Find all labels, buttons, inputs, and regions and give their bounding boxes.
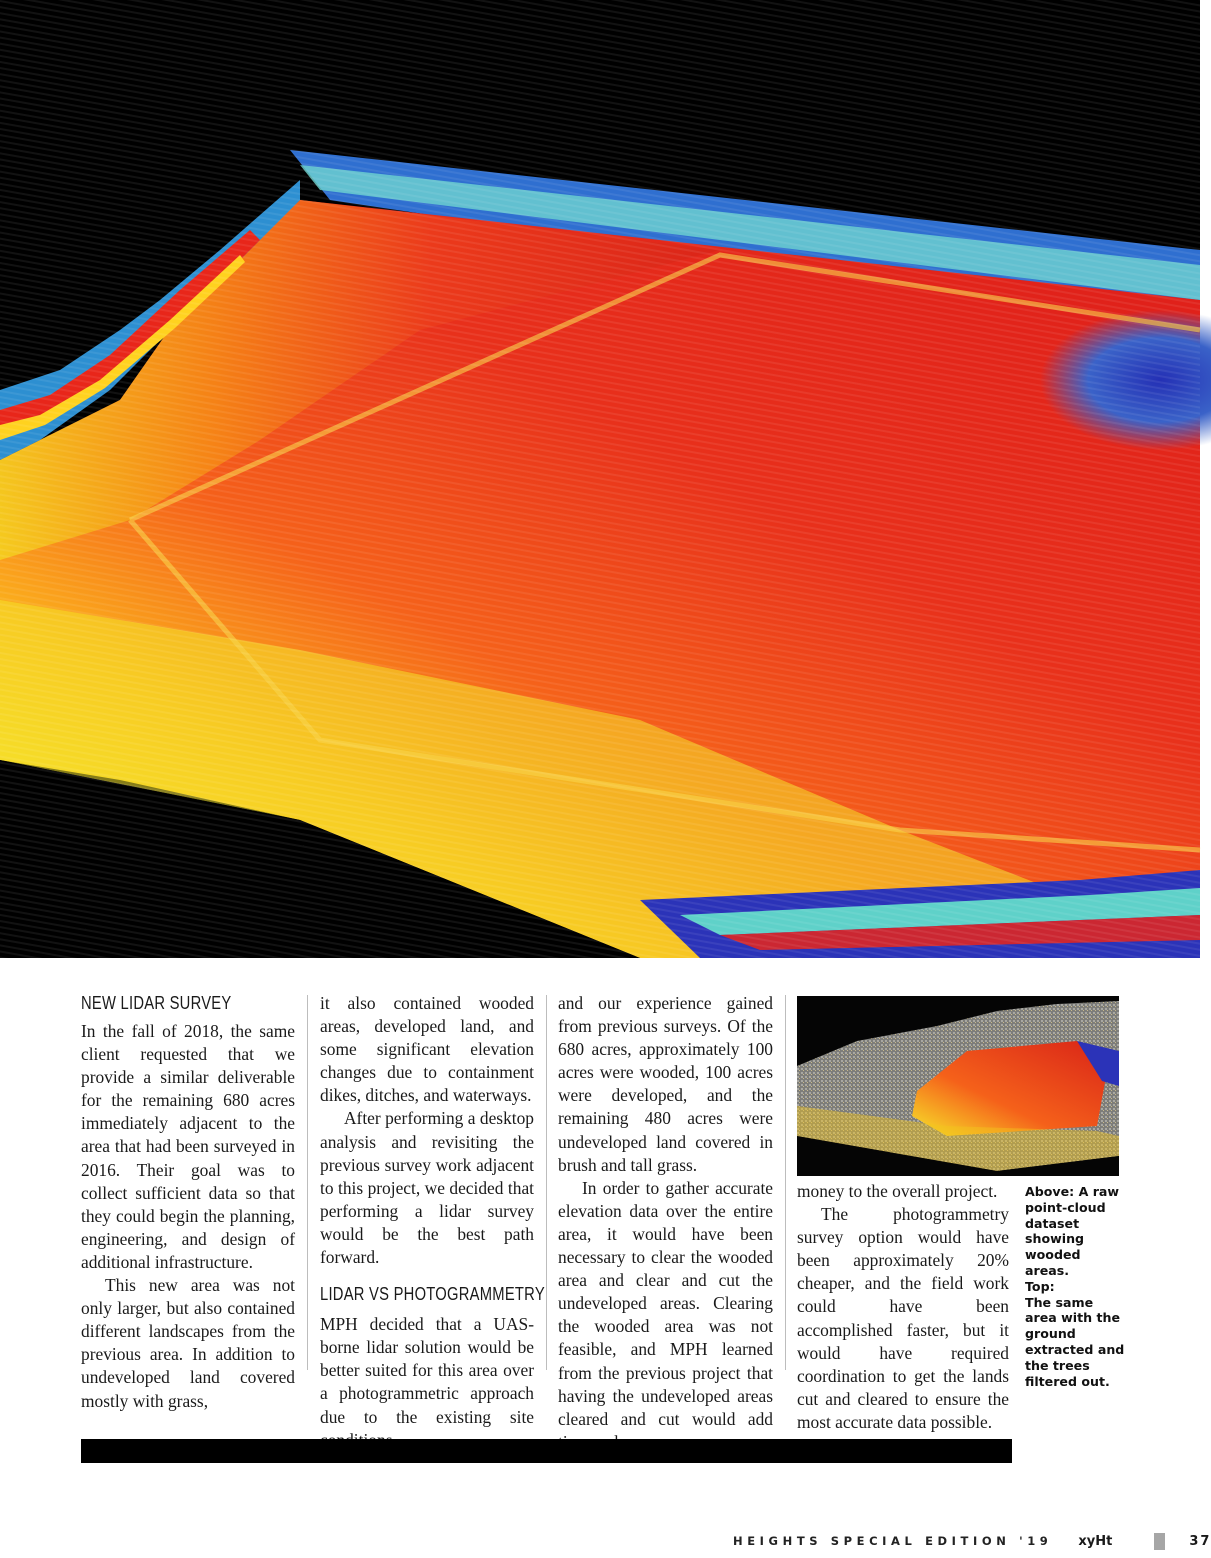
section-heading-lidar-vs-photogrammetry: LIDAR VS PHOTOGRAMMETRY [320, 1284, 545, 1305]
thumbnail-point-cloud-image [797, 996, 1119, 1176]
image-caption [1025, 1184, 1125, 1389]
paragraph: The photogrammetry survey option would have been approximately 20% cheaper, and the field work could have been accomplished faster, but it would have required coordination to get the lands cut and cleared to ensure the most accurate data possible. [797, 1204, 1009, 1432]
paragraph: This new area was not only larger, but also contained different landscapes from the previous area. In addition to undeveloped land covered mostly with grass, [81, 1275, 295, 1411]
paragraph: and our experience gained from previous surveys. Of the 680 acres, approximately 100 acres were wooded, 100 acres were developed, and the remaining 480 acres were undeveloped land covered in brush and tall grass. [558, 993, 773, 1175]
publication-name: HEIGHTS SPECIAL EDITION '19 [733, 1534, 1053, 1548]
column-divider [546, 995, 547, 1370]
paragraph: After performing a desktop analysis and revisiting the previous survey work adjacent to this project, we decided that performing a lidar survey would be the best path forward. [320, 1108, 534, 1268]
caption-top-label: Top: [1025, 1278, 1055, 1294]
paragraph: money to the overall project. [797, 1181, 998, 1201]
paragraph: MPH decided that a UAS-borne lidar solution would be better suited for this area over a photogrammetric approach due to the existing site [320, 1314, 534, 1427]
footer-black-bar [81, 1439, 1012, 1463]
article-column-1 [81, 992, 295, 1413]
brand-logo-text: xyHt [1078, 1533, 1113, 1549]
page-footer [733, 1531, 1211, 1551]
page-number: 37 [1189, 1533, 1211, 1549]
paragraph: In the fall of 2018, the same client requested that we provide a similar deliverable for the remaining 680 acres immediately adjacent to the area that had been surveyed in 2016. Their goal was to collect sufficient data so that they could begin the planning, engineering, and design of additional infrastructure. [81, 1021, 295, 1272]
section-heading-new-lidar-survey: NEW LIDAR SURVEY [81, 993, 232, 1013]
column-divider [307, 995, 308, 1370]
article-column-4 [797, 1180, 1009, 1434]
caption-above: Above: A raw point-cloud dataset showing wooded areas. [1025, 1184, 1120, 1278]
article-column-3 [558, 992, 773, 1454]
footer-marker [1154, 1533, 1165, 1550]
article-column-2 [320, 992, 545, 1452]
paragraph: it also contained wooded areas, developed land, and some significant elevation changes due to containment dikes, ditches, and waterways. [320, 993, 534, 1106]
caption-top-text: The same area with the ground extracted and the trees filtered out. [1025, 1294, 1125, 1389]
raw-point-cloud-graphic [797, 996, 1119, 1176]
column-divider [785, 995, 786, 1370]
paragraph: In order to gather accurate elevation data over the entire area, it would have been necessary to clear the wooded area and clear and cut the undeveloped areas. Clearing the wooded area was not feasible, and MPH learned from the previous project that having the undeveloped areas cleared and cut would add [558, 1177, 773, 1429]
